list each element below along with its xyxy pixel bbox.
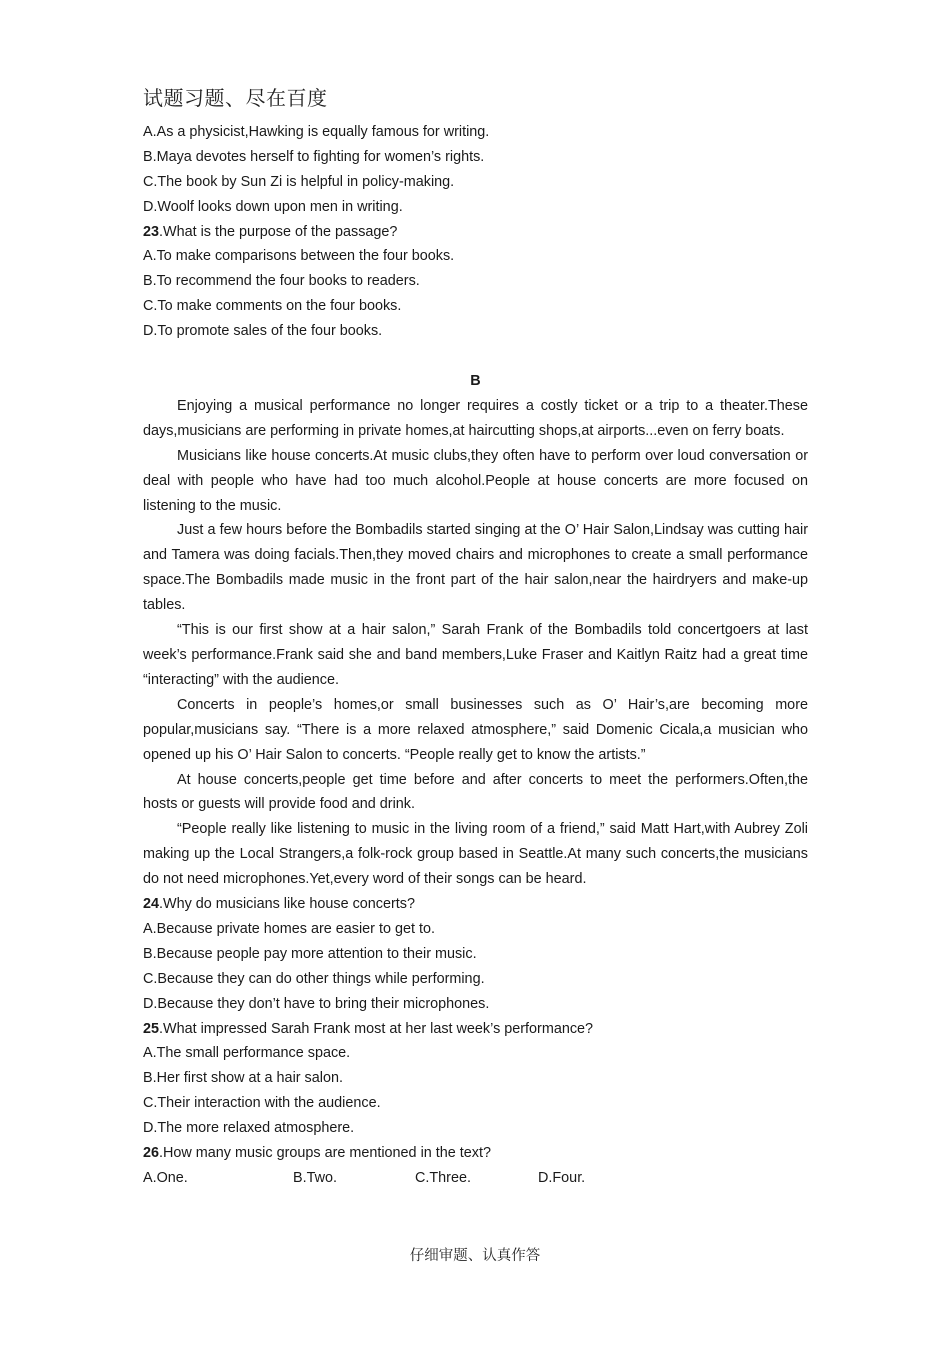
q24-text: .Why do musicians like house concerts? [159, 896, 415, 913]
q22-option-a: A.As a physicist,Hawking is equally famous for writing. [143, 124, 490, 140]
q23-option-c: C.To make comments on the four books. [143, 298, 402, 315]
page-footer: 仔细审题、认真作答 [409, 1248, 541, 1264]
page-header: 试题习题、尽在百度 [143, 86, 328, 110]
q22-option-d: D.Woolf looks down upon men in writing. [143, 198, 403, 215]
q26-options-row [143, 1166, 808, 1191]
document-body [143, 120, 808, 1191]
q26-question [143, 1141, 808, 1166]
q23-number: 23 [143, 223, 160, 240]
q26-number: 26 [143, 1144, 160, 1161]
q26-text: .How many music groups are mentioned in the text? [159, 1144, 491, 1161]
q23-option-a: A.To make comparisons between the four books. [143, 248, 455, 265]
q23-question [143, 220, 808, 245]
q25-option-c: C.Their interaction with the audience. [143, 1095, 381, 1112]
q24-option-d: D.Because they don’t have to bring their microphones. [143, 995, 490, 1012]
q24-option-c: C.Because they can do other things while performing. [143, 970, 485, 987]
q22-option-c: C.The book by Sun Zi is helpful in policy-making. [143, 173, 455, 190]
q25-option-a: A.The small performance space. [143, 1045, 351, 1062]
passage-paragraph-6: At house concerts,people get time before and after concerts to meet the performers.Often,the hosts or guests will provide food and drink. [143, 771, 808, 813]
q26-option-c: C.Three. [415, 1169, 471, 1186]
q25-question [143, 1017, 808, 1042]
passage-paragraph-4: “This is our first show at a hair salon,” Sarah Frank of the Bombadils told concertgoers at last week’s performance.Frank said she and band members,Luke Fraser and Kaitlyn Raitz had a great time “interacting” with the audience. [143, 622, 808, 688]
q26-option-d: D.Four. [538, 1169, 586, 1186]
q24-number: 24 [143, 896, 160, 913]
passage-paragraph-7: “People really like listening to music in the living room of a friend,” said Matt Hart,with Aubrey Zoli making up the Local Strangers,a folk-rock group based in Seattle.At many such concerts,the musicians do not need microphones.Yet,every word of their songs can be heard. [143, 821, 808, 888]
q25-number: 25 [143, 1020, 160, 1037]
q24-option-b: B.Because people pay more attention to their music. [143, 945, 477, 962]
section-b-heading: B [470, 373, 481, 390]
q23-option-b: B.To recommend the four books to readers. [143, 273, 420, 290]
q25-option-b: B.Her first show at a hair salon. [143, 1070, 343, 1087]
q24-question [143, 892, 808, 917]
passage-paragraph-1: Enjoying a musical performance no longer requires a costly ticket or a trip to a theater.These days,musicians are performing in private homes,at haircutting shops,at airports...even on ferry boats. [143, 397, 808, 439]
q24-option-a: A.Because private homes are easier to get to. [143, 920, 435, 937]
q25-text: .What impressed Sarah Frank most at her last week’s performance? [159, 1020, 594, 1037]
q26-option-b: B.Two. [293, 1169, 337, 1186]
q25-option-d: D.The more relaxed atmosphere. [143, 1120, 355, 1137]
passage-paragraph-5: Concerts in people’s homes,or small businesses such as O’ Hair’s,are becoming more popular,musicians say. “There is a more relaxed atmosphere,” said Domenic Cicala,a musician who opened up his O’ Hair Salon to concerts. “People really get to know the artists.” [143, 696, 808, 763]
passage-paragraph-2: Musicians like house concerts.At music clubs,they often have to perform over loud conversation or deal with people who have had too much alcohol.People at house concerts are more focused on listening to the music. [143, 447, 808, 514]
q26-option-a: A.One. [143, 1169, 188, 1186]
q22-option-b: B.Maya devotes herself to fighting for women’s rights. [143, 148, 485, 165]
passage-paragraph-3: Just a few hours before the Bombadils started singing at the O’ Hair Salon,Lindsay was cutting hair and Tamera was doing facials.Then,they moved chairs and microphones to create a small performance space.The Bombadils made music in the front part of the hair salon,near the hairdryers and make-up tables. [143, 522, 808, 614]
q23-option-d: D.To promote sales of the four books. [143, 323, 383, 340]
q23-text: .What is the purpose of the passage? [159, 223, 398, 240]
